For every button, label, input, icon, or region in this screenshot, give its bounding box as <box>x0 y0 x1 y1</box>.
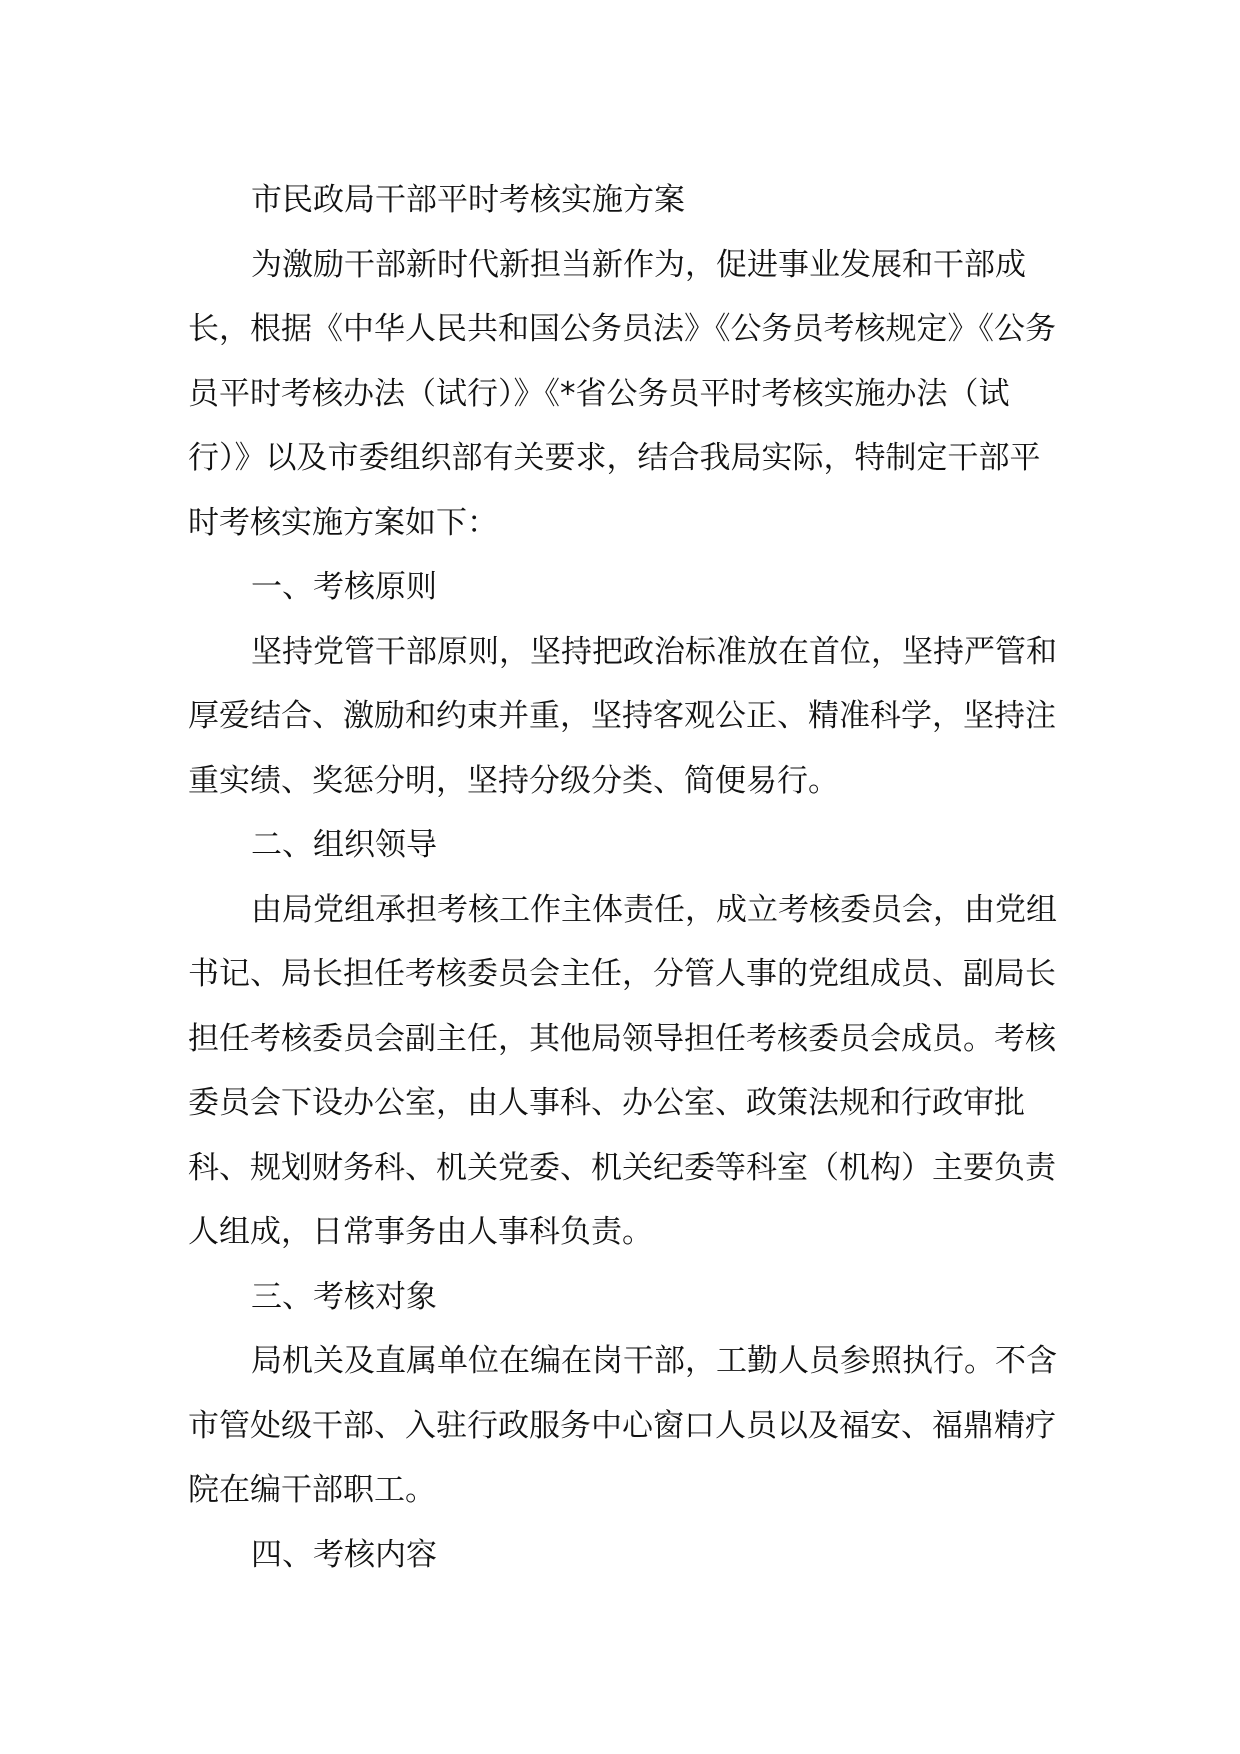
paragraph-preamble: 为激励干部新时代新担当新作为，促进事业发展和干部成长，根据《中华人民共和国公务员法》《公务员考核规定》《公务员平时考核办法（试行）》《*省公务员平时考核实施办法（试行）》以及市委组织部有关要求，结合我局实际，特制定干部平时考核实施方案如下： <box>188 246 1056 541</box>
section-heading-leadership: 二、组织领导 <box>251 827 437 863</box>
section-heading-subjects: 三、考核对象 <box>251 1278 437 1315</box>
paragraph-leadership: 由局党组承担考核工作主体责任，成立考核委员会，由党组书记、局长担任考核委员会主任，分管人事的党组成员、副局长担任考核委员会副主任，其他局领导担任考核委员会成员。考核委员会下设办公室，由人事科、办公室、政策法规和行政审批科、规划财务科、机关党委、机关纪委等科室（机构）主要负责人组成，日常事务由人事科负责。 <box>188 891 1057 1250</box>
paragraph-principles: 坚持党管干部原则，坚持把政治标准放在首位，坚持严管和厚爱结合、激励和约束并重，坚持客观公正、精准科学，坚持注重实绩、奖惩分明，坚持分级分类、简便易行。 <box>188 633 1057 799</box>
section-heading-content: 四、考核内容 <box>251 1536 437 1573</box>
document-title: 市民政局干部平时考核实施方案 <box>251 182 685 218</box>
paragraph-subjects: 局机关及直属单位在编在岗干部，工勤人员参照执行。不含市管处级干部、入驻行政服务中心窗口人员以及福安、福鼎精疗院在编干部职工。 <box>188 1343 1057 1508</box>
document-body <box>188 168 1058 1587</box>
section-heading-principles: 一、考核原则 <box>251 569 437 605</box>
